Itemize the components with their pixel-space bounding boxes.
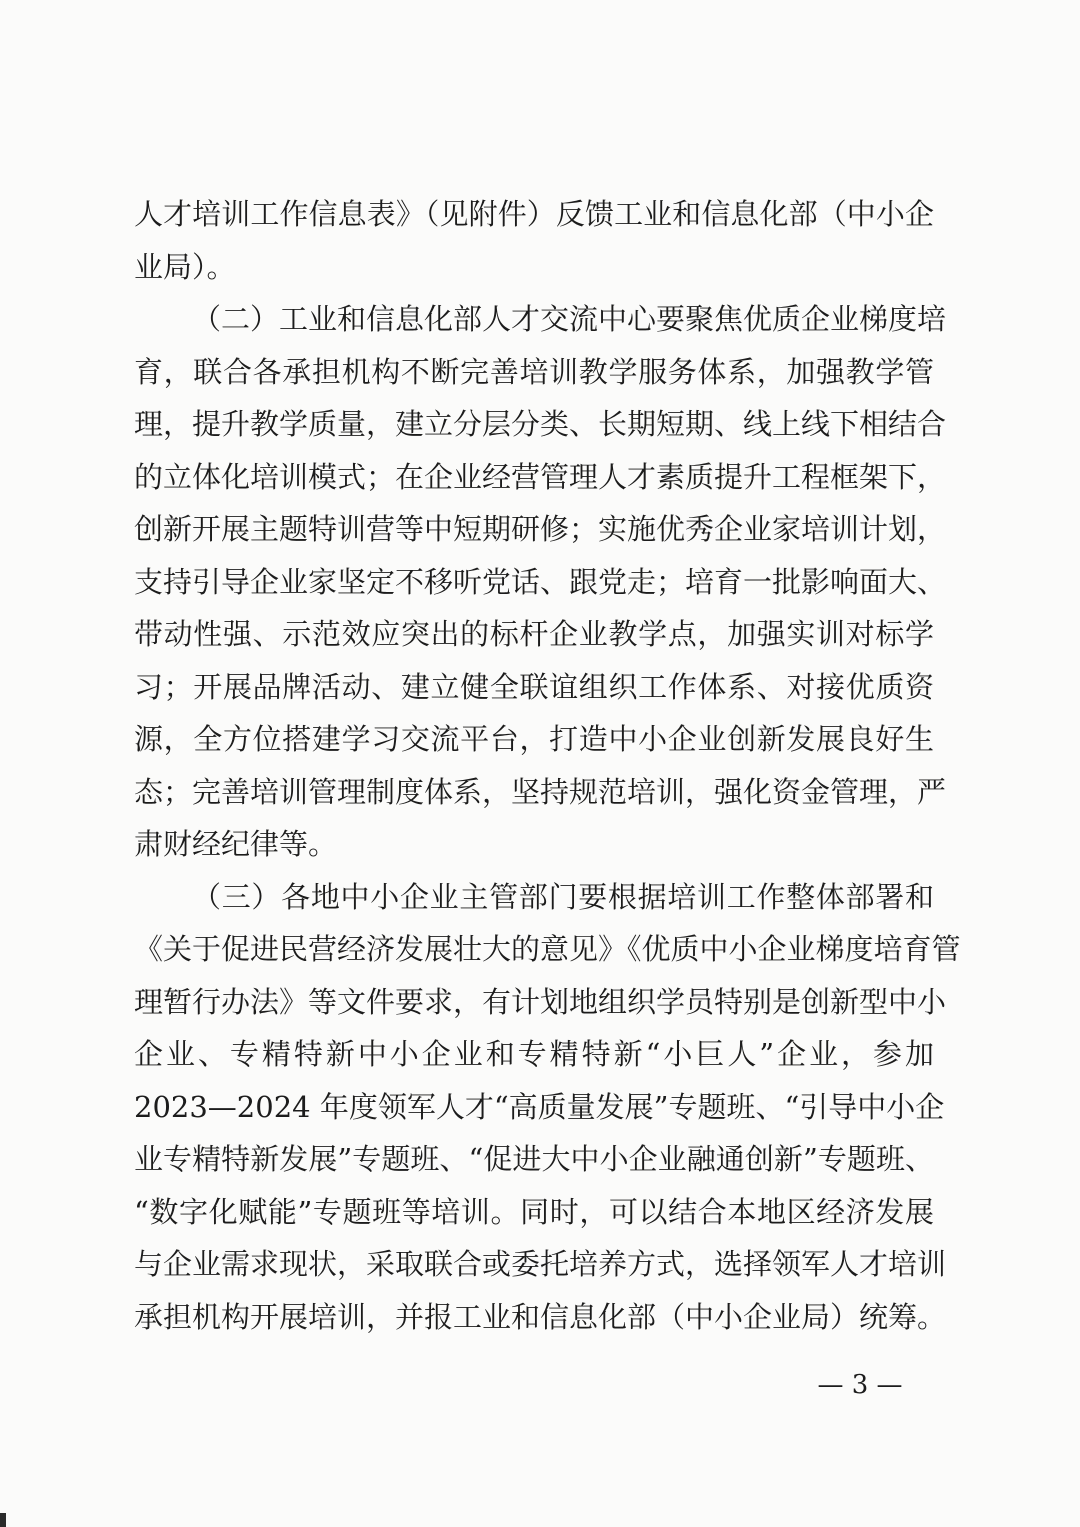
text-line: 肃财经纪律等。 — [134, 827, 338, 861]
text-line: 支持引导企业家坚定不移听党话、跟党走；培育一批影响面大、 — [134, 564, 947, 599]
text-line: 育，联合各承担机构不断完善培训教学服务体系，加强教学管 — [134, 354, 934, 389]
text-line: 与企业需求现状，采取联合或委托培养方式，选择领军人才培训 — [134, 1247, 947, 1281]
text-line: 理，提升教学质量，建立分层分类、长期短期、线上线下相结合 — [134, 407, 947, 441]
section-heading-line: （二）工业和信息化部人才交流中心要聚焦优质企业梯度培 — [192, 302, 947, 336]
scan-mark — [0, 1513, 6, 1527]
text-line: 源，全方位搭建学习交流平台，打造中小企业创新发展良好生 — [134, 722, 934, 756]
text-line: 承担机构开展培训，并报工业和信息化部（中小企业局）统筹。 — [134, 1299, 947, 1334]
text-line: “数字化赋能”专题班等培训。同时，可以结合本地区经济发展 — [134, 1194, 934, 1229]
text-line: 态；完善培训管理制度体系，坚持规范培训，强化资金管理，严 — [134, 774, 947, 809]
document-body — [134, 188, 961, 1343]
text-line: 理暂行办法》等文件要求，有计划地组织学员特别是创新型中小 — [134, 984, 947, 1019]
text-line: 业局）。 — [134, 249, 236, 284]
text-line: 创新开展主题特训营等中短期研修；实施优秀企业家培训计划， — [134, 512, 947, 546]
text-line: 习；开展品牌活动、建立健全联谊组织工作体系、对接优质资 — [134, 669, 934, 704]
text-line: 业专精特新发展”专题班、“促进大中小企业融通创新”专题班、 — [134, 1142, 934, 1176]
text-line: 带动性强、示范效应突出的标杆企业教学点，加强实训对标学 — [134, 617, 934, 651]
text-line: 企业、专精特新中小企业和专精特新“小巨人”企业，参加 — [134, 1037, 934, 1071]
text-line: 的立体化培训模式；在企业经营管理人才素质提升工程框架下， — [134, 459, 947, 494]
section-heading-line: （三）各地中小企业主管部门要根据培训工作整体部署和 — [192, 879, 934, 914]
page-number: — 3 — — [817, 1370, 903, 1400]
text-line: 2023—2024 年度领军人才“高质量发展”专题班、“引导中小企 — [134, 1089, 945, 1124]
text-line: 《关于促进民营经济发展壮大的意见》《优质中小企业梯度培育管 — [134, 932, 961, 966]
text-line: 人才培训工作信息表》（见附件）反馈工业和信息化部（中小企 — [134, 197, 934, 231]
